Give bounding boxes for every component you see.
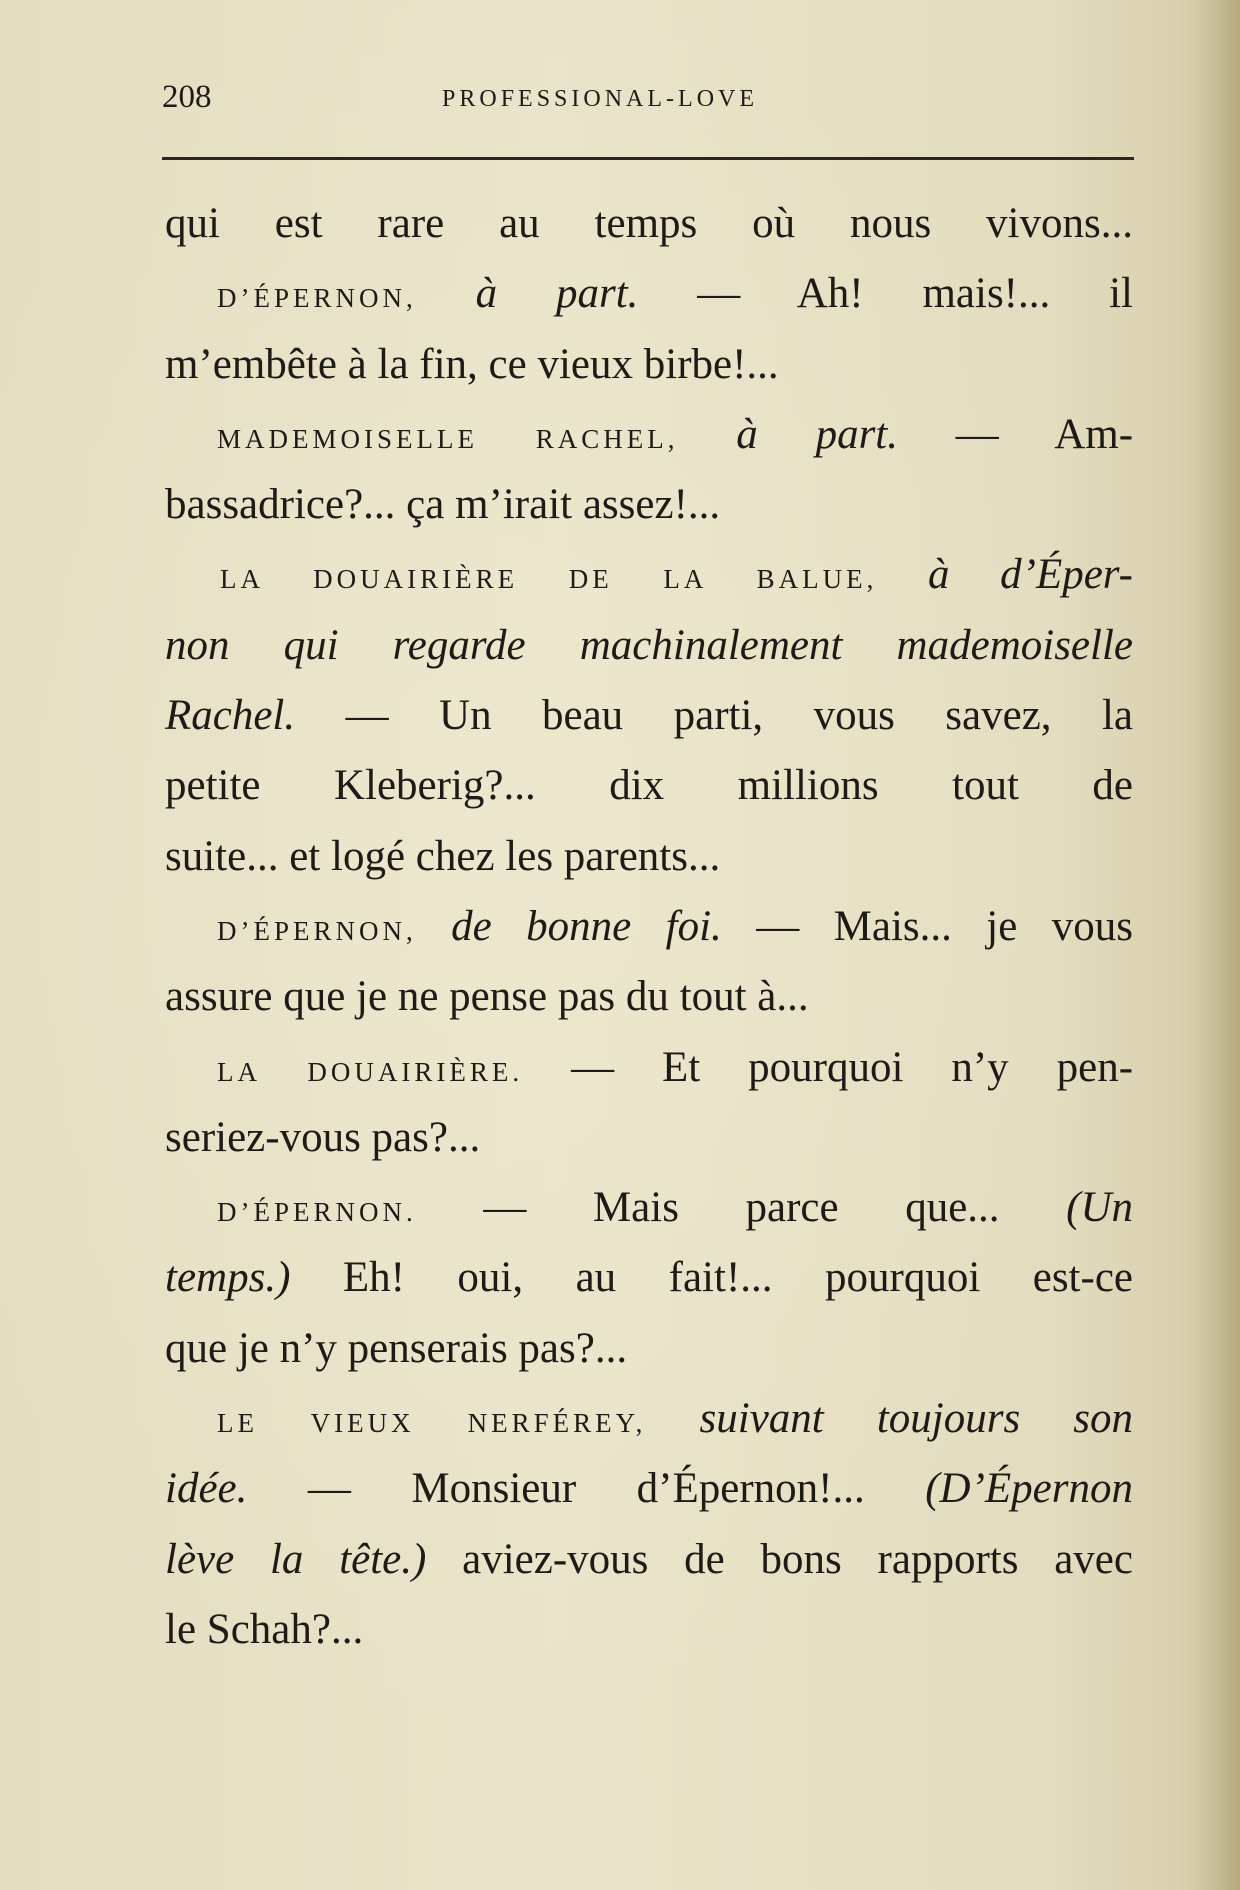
stage-direction: de bonne foi. — [451, 902, 722, 950]
stage-direction: à d’Éper- — [927, 551, 1133, 599]
text-line — [165, 962, 1133, 1032]
speaker-name: D’ÉPERNON, — [217, 915, 417, 946]
stage-direction: temps.) — [165, 1254, 291, 1302]
dialogue-text — [679, 411, 737, 458]
text-line — [165, 400, 1133, 470]
dialogue-text: — Mais... je vous — [721, 902, 1133, 950]
speaker-name: LA DOUAIRIÈRE DE LA BALUE, — [220, 564, 878, 595]
dialogue-text: seriez-vous pas?... — [165, 1113, 481, 1161]
dialogue-text: — Un beau parti, vous savez, la — [295, 692, 1133, 740]
text-line — [165, 1033, 1133, 1103]
dialogue-text: — Mais parce que... — [416, 1184, 1067, 1232]
text-line — [165, 1243, 1133, 1313]
text-line — [165, 1173, 1133, 1243]
dialogue-text: — Am- — [898, 410, 1134, 458]
text-line — [165, 1314, 1133, 1384]
dialogue-text: qui est rare au temps où nous vivons... — [165, 200, 1133, 247]
text-line — [165, 751, 1133, 821]
text-line — [165, 1384, 1133, 1454]
dialogue-text: aviez-vous de bons rapports avec — [426, 1535, 1133, 1583]
dialogue-text: — Et pourquoi n’y pen- — [523, 1043, 1134, 1091]
dialogue-text: m’embête à la fin, ce vieux birbe!... — [165, 340, 779, 388]
dialogue-text: bassadrice?... ça m’irait assez!... — [165, 481, 721, 529]
dialogue-text: Eh! oui, au fait!... pourquoi est-ce — [290, 1254, 1133, 1302]
speaker-name: D’ÉPERNON, — [217, 283, 417, 314]
speaker-name: LA DOUAIRIÈRE. — [217, 1056, 524, 1087]
play-text — [165, 189, 1133, 1665]
text-line — [165, 611, 1133, 681]
text-line — [165, 1454, 1133, 1524]
running-head — [162, 72, 1132, 122]
stage-direction: non qui regarde machinalement mademoiselle — [165, 621, 1133, 669]
text-line — [165, 189, 1133, 259]
stage-direction: (Un — [1066, 1184, 1133, 1232]
text-line — [165, 259, 1133, 329]
text-line — [165, 470, 1133, 540]
text-line — [165, 1103, 1133, 1173]
speaker-name: D’ÉPERNON. — [217, 1197, 417, 1228]
stage-direction: idée. — [165, 1465, 248, 1513]
text-line — [165, 1595, 1133, 1665]
page-number: 208 — [162, 79, 212, 115]
dialogue-text — [417, 270, 476, 317]
dialogue-text: — Ah! mais!... il — [638, 270, 1133, 318]
header-rule — [162, 157, 1134, 160]
dialogue-text: suite... et logé chez les parents... — [165, 832, 721, 880]
text-line — [165, 681, 1133, 751]
speaker-name: LE VIEUX NERFÉREY, — [217, 1408, 647, 1439]
text-line — [165, 540, 1133, 610]
text-line — [165, 822, 1133, 892]
stage-direction: suivant toujours son — [699, 1395, 1134, 1443]
stage-direction: Rachel. — [165, 692, 296, 740]
dialogue-text: que je n’y penserais pas?... — [165, 1324, 628, 1372]
dialogue-text — [877, 551, 928, 598]
stage-direction: à part. — [736, 410, 899, 458]
running-title: PROFESSIONAL-LOVE — [442, 86, 759, 112]
dialogue-text — [646, 1395, 699, 1442]
dialogue-text: assure que je ne pense pas du tout à... — [165, 973, 809, 1021]
text-line — [165, 892, 1133, 962]
stage-direction: (D’Épernon — [925, 1465, 1133, 1513]
text-line — [165, 1525, 1133, 1595]
dialogue-text: — Monsieur d’Épernon!... — [247, 1465, 926, 1513]
dialogue-text: petite Kleberig?... dix millions tout de — [165, 762, 1133, 810]
stage-direction: lève la tête.) — [165, 1535, 427, 1583]
dialogue-text — [417, 903, 451, 950]
speaker-name: MADEMOISELLE RACHEL, — [217, 423, 679, 454]
text-line — [165, 330, 1133, 400]
page-gutter-shadow — [1194, 0, 1240, 1890]
stage-direction: à part. — [475, 270, 639, 318]
dialogue-text: le Schah?... — [165, 1605, 364, 1653]
